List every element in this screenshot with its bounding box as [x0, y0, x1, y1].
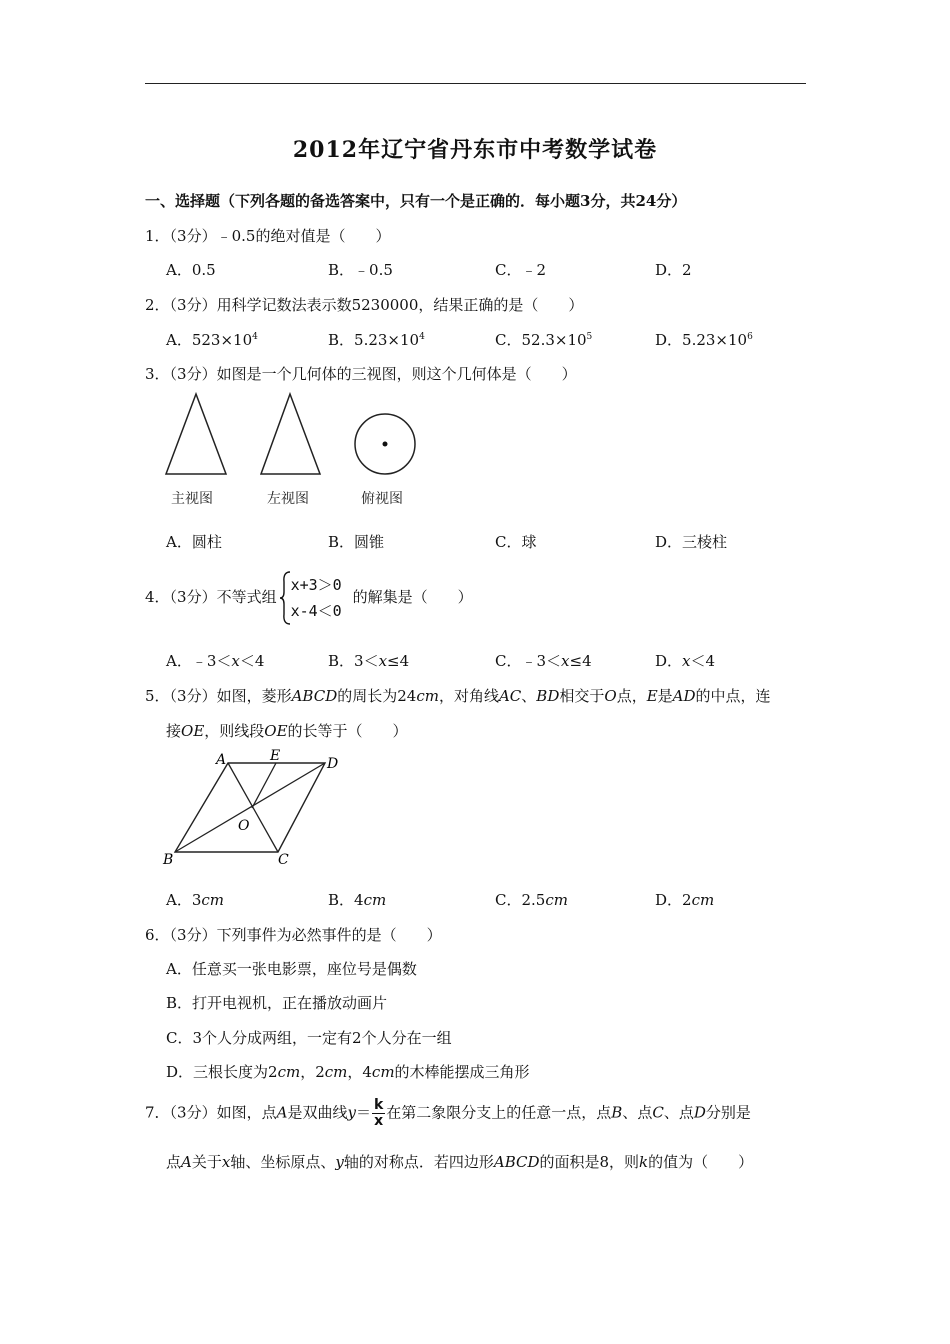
page-title: 2012年辽宁省丹东市中考数学试卷: [292, 137, 658, 163]
q6-option-b[interactable]: B．打开电视机，正在播放动画片: [166, 994, 388, 1012]
left-view-label: 左视图: [267, 491, 309, 507]
question-6-stem: 6．（3分）下列事件为必然事件的是（ ）: [145, 926, 442, 944]
label-a: A: [216, 752, 227, 768]
q5-option-d[interactable]: D．2cm: [655, 891, 715, 909]
question-3-stem: 3．（3分）如图是一个几何体的三视图，则这个几何体是（ ）: [145, 365, 577, 383]
q6-option-c[interactable]: C．3个人分成两组，一定有2个人分在一组: [166, 1029, 452, 1047]
inequality-system: [279, 570, 351, 626]
q2-option-a[interactable]: A．$523\times 10^4$: [166, 331, 258, 349]
q4-option-d[interactable]: D．x＜4: [655, 652, 716, 670]
rhombus-figure: [160, 748, 350, 870]
fraction-k-over-x: $\frac{k}{x}$: [373, 1097, 384, 1129]
q4-option-c[interactable]: C．﹣3＜x≤4: [495, 652, 592, 670]
q5-option-b[interactable]: B．4cm: [328, 891, 387, 909]
label-b: B: [163, 852, 174, 868]
q4-option-a[interactable]: A．﹣3＜x＜4: [166, 652, 265, 670]
diagonal-bd: [175, 763, 325, 852]
three-view-figure: [160, 390, 430, 480]
question-1-stem: 1．（3分）﹣0.5的绝对值是（ ）: [145, 227, 391, 245]
top-view-label: 俯视图: [361, 491, 403, 507]
top-view-center-dot: [383, 442, 388, 447]
header-rule: [145, 83, 806, 84]
q3-option-d[interactable]: D．三棱柱: [655, 533, 728, 551]
question-5-stem-line-1: 5．（3分）如图，菱形ABCD的周长为24cm，对角线AC、BD相交于O点，E是AD的中点，连: [145, 687, 771, 705]
q2-option-c[interactable]: C．$52.3\times 10^5$: [495, 331, 593, 349]
q3-option-c[interactable]: C．球: [495, 533, 537, 551]
label-e: E: [270, 748, 281, 764]
q6-option-a[interactable]: A．任意买一张电影票，座位号是偶数: [166, 960, 417, 978]
q2-option-d[interactable]: D．$5.23\times 10^6$: [655, 331, 753, 349]
front-view-label: 主视图: [171, 491, 213, 507]
front-view-triangle: [166, 394, 226, 474]
q1-option-b[interactable]: B．﹣0.5: [328, 261, 393, 279]
inequality-line-2: x-4＜0: [290, 602, 342, 620]
label-d: D: [327, 756, 339, 772]
label-c: C: [278, 852, 289, 868]
q5-option-a[interactable]: A．3cm: [166, 891, 225, 909]
q5-option-c[interactable]: C．2.5cm: [495, 891, 568, 909]
inequality-line-1: x+3＞0: [290, 576, 342, 594]
q1-option-a[interactable]: A．0.5: [166, 261, 216, 279]
q3-option-b[interactable]: B．圆锥: [328, 533, 385, 551]
question-2-stem: 2．（3分）用科学记数法表示数5230000，结果正确的是（ ）: [145, 296, 584, 314]
section-heading: 一、选择题（下列各题的备选答案中，只有一个是正确的．每小题3分，共24分）: [145, 192, 687, 210]
question-7-stem-line-1: 7．（3分）如图，点A是双曲线y＝ $\frac{k}{x}$ 在第二象限分支上的任意一点，点B、点C、点D分别是: [145, 1097, 751, 1129]
q4-option-b[interactable]: B．3＜x≤4: [328, 652, 410, 670]
q1-option-d[interactable]: D．2: [655, 261, 692, 279]
question-5-stem-line-2: 接OE，则线段OE的长等于（ ）: [166, 722, 408, 740]
q6-option-d[interactable]: D．三根长度为2cm，2cm，4cm的木棒能摆成三角形: [166, 1063, 530, 1081]
segment-oe: [252, 763, 276, 808]
question-7-stem-line-2: 点A关于x轴、坐标原点、y轴的对称点．若四边形ABCD的面积是8，则k的值为（ ）: [166, 1153, 754, 1171]
label-o: O: [238, 818, 250, 834]
q2-option-b[interactable]: B．$5.23\times 10^4$: [328, 331, 425, 349]
question-4-stem: 4．（3分）不等式组 x+3＞0 x-4＜0 的解集是（ ）: [145, 570, 473, 626]
q3-option-a[interactable]: A．圆柱: [166, 533, 222, 551]
left-view-triangle: [261, 394, 320, 474]
q1-option-c[interactable]: C．﹣2: [495, 261, 547, 279]
